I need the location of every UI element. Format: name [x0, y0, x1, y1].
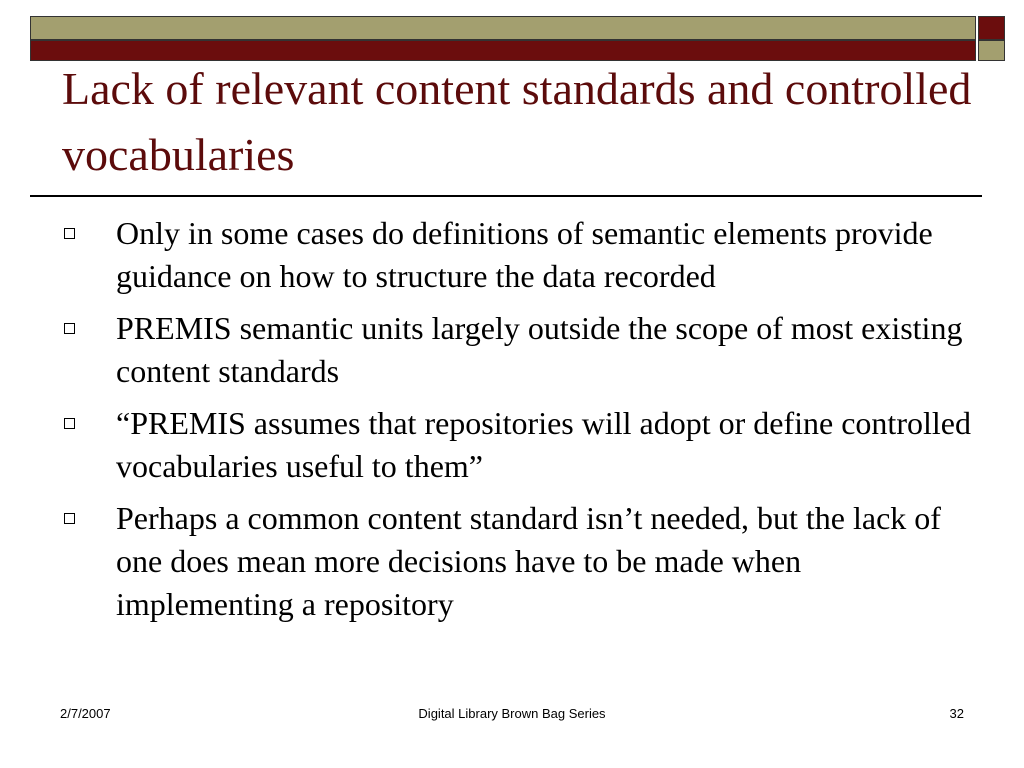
- footer-series-title: Digital Library Brown Bag Series: [418, 706, 606, 721]
- header-decoration-bar-olive: [30, 16, 976, 40]
- bullet-text: “PREMIS assumes that repositories will adopt or define controlled vocabularies useful to them”: [116, 405, 971, 484]
- bullet-text: Only in some cases do definitions of semantic elements provide guidance on how to structure the data recorded: [116, 215, 933, 294]
- hollow-square-icon: [64, 513, 75, 524]
- title-divider: [30, 195, 982, 197]
- footer-date: 2/7/2007: [60, 706, 111, 721]
- bullet-text: PREMIS semantic units largely outside the scope of most existing content standards: [116, 310, 963, 389]
- bullet-item: [64, 307, 974, 393]
- hollow-square-icon: [64, 323, 75, 334]
- bullet-list: [64, 212, 974, 635]
- bullet-item: [64, 402, 974, 488]
- header-decoration-square-olive: [978, 40, 1005, 61]
- hollow-square-icon: [64, 418, 75, 429]
- footer-page-number: 32: [949, 706, 964, 721]
- slide-title: Lack of relevant content standards and controlled vocabularies: [62, 63, 972, 180]
- bullet-item: [64, 212, 974, 298]
- hollow-square-icon: [64, 228, 75, 239]
- header-decoration-square-maroon: [978, 16, 1005, 40]
- bullet-item: [64, 497, 974, 626]
- bullet-text: Perhaps a common content standard isn’t needed, but the lack of one does mean more decisions have to be made when implementing a repository: [116, 500, 941, 622]
